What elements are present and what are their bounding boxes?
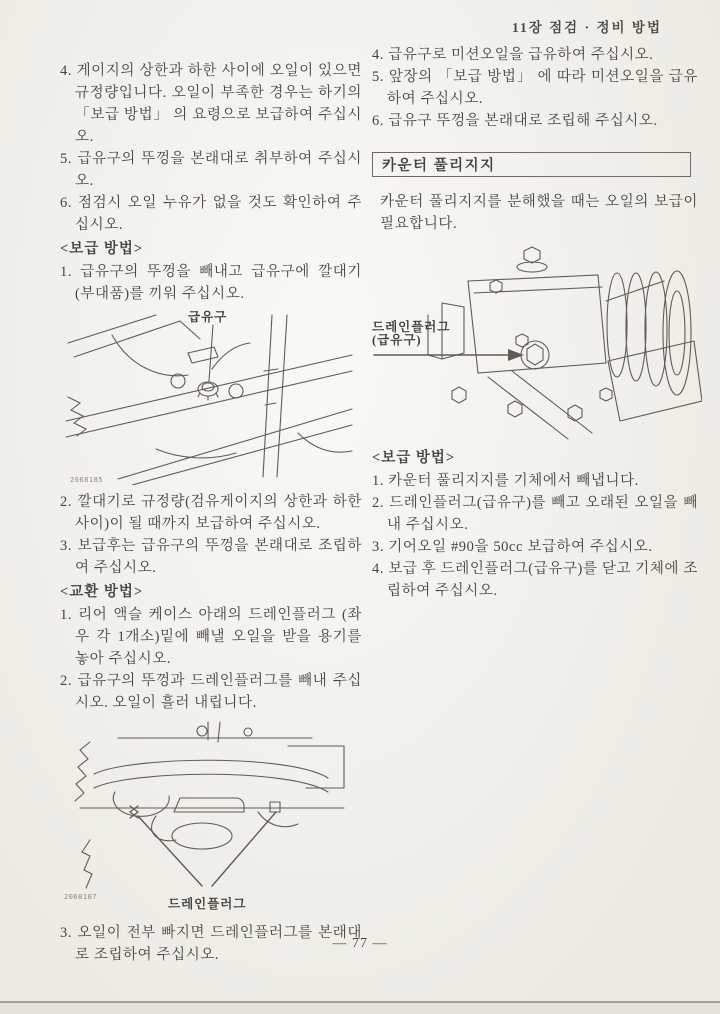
exchange-step: 1. 리어 액슬 케이스 아래의 드레인플러그 (좌우 각 1개소)밑에 빼낼 오일을 받을 용기를 놓아 주십시오. [60, 607, 362, 667]
refill-method-heading: <보급 방법> [372, 450, 456, 466]
drain-plug-diagram [60, 720, 360, 916]
exchange-method-heading: <교환 방법> [60, 584, 144, 600]
check-item: 4. 게이지의 상한과 하한 사이에 오일이 있으면 규정량입니다. 오일이 부족한 경우는 하기의 「보급 방법」 의 요령으로 보급하여 주십시오. [60, 63, 362, 145]
scan-edge [0, 1001, 720, 1014]
check-item: 5. 급유구의 뚜껑을 본래대로 취부하여 주십시오. [60, 151, 362, 189]
figure-code: 2068185 [70, 476, 104, 484]
pulley-drain-plug-label-line1: 드레인플러그 [372, 320, 451, 334]
check-item: 6. 급유구 뚜껑을 본래대로 조립해 주십시오. [372, 113, 658, 129]
figure-code: 2068187 [64, 893, 98, 901]
refill-step: 2. 드레인플러그(급유구)를 빼고 오래된 오일을 빼내 주십시오. [372, 495, 698, 533]
refill-step: 2. 깔대기로 규정량(검유게이지의 상한과 하한 사이)이 될 때까지 보급하여 주십시오. [60, 494, 362, 532]
drain-plug-label: 드레인플러그 [168, 897, 247, 911]
exchange-step: 3. 오일이 전부 빠지면 드레인플러그를 본래대로 조립하여 주십시오. [60, 925, 362, 963]
check-item: 5. 앞장의 「보급 방법」 에 따라 미션오일을 급유하여 주십시오. [372, 69, 698, 107]
figure-drain-plugs [60, 720, 360, 916]
pulley-drain-plug-label [372, 321, 450, 347]
exchange-step: 2. 급유구의 뚜껑과 드레인플러그를 빼내 주십시오. 오일이 흘러 내립니다. [60, 673, 362, 711]
oil-filler-label: 급유구 [188, 310, 228, 324]
refill-step: 1. 카운터 풀리지지를 기체에서 빼냅니다. [372, 473, 639, 489]
refill-step: 3. 기어오일 #90을 50cc 보급하여 주십시오. [372, 539, 653, 555]
check-item: 4. 급유구로 미션오일을 급유하여 주십시오. [372, 47, 654, 63]
pulley-drain-plug-label-line2: (급유구) [372, 333, 422, 347]
right-column [372, 44, 698, 602]
refill-step: 3. 보급후는 급유구의 뚜껑을 본래대로 조립하여 주십시오. [60, 538, 362, 576]
check-item: 6. 점검시 오일 누유가 없을 것도 확인하여 주십시오. [60, 195, 362, 233]
oil-filler-diagram [60, 309, 360, 485]
figure-oil-filler-port [60, 309, 360, 485]
refill-method-heading: <보급 방법> [60, 241, 144, 257]
section-title-counter-pulley: 카운터 풀리지지 [372, 152, 691, 177]
page-number: — 77 — [332, 936, 388, 951]
figure-counter-pulley [372, 245, 702, 441]
chapter-header: 11장 점검 · 정비 방법 [511, 20, 662, 35]
refill-step: 1. 급유구의 뚜껑을 빼내고 급유구에 깔대기 (부대품)를 끼워 주십시오. [60, 264, 362, 302]
section-intro: 카운터 풀리지지를 분해했을 때는 오일의 보급이 필요합니다. [380, 194, 698, 232]
left-column [60, 60, 362, 966]
refill-step: 4. 보급 후 드레인플러그(급유구)를 닫고 기체에 조립하여 주십시오. [372, 561, 698, 599]
